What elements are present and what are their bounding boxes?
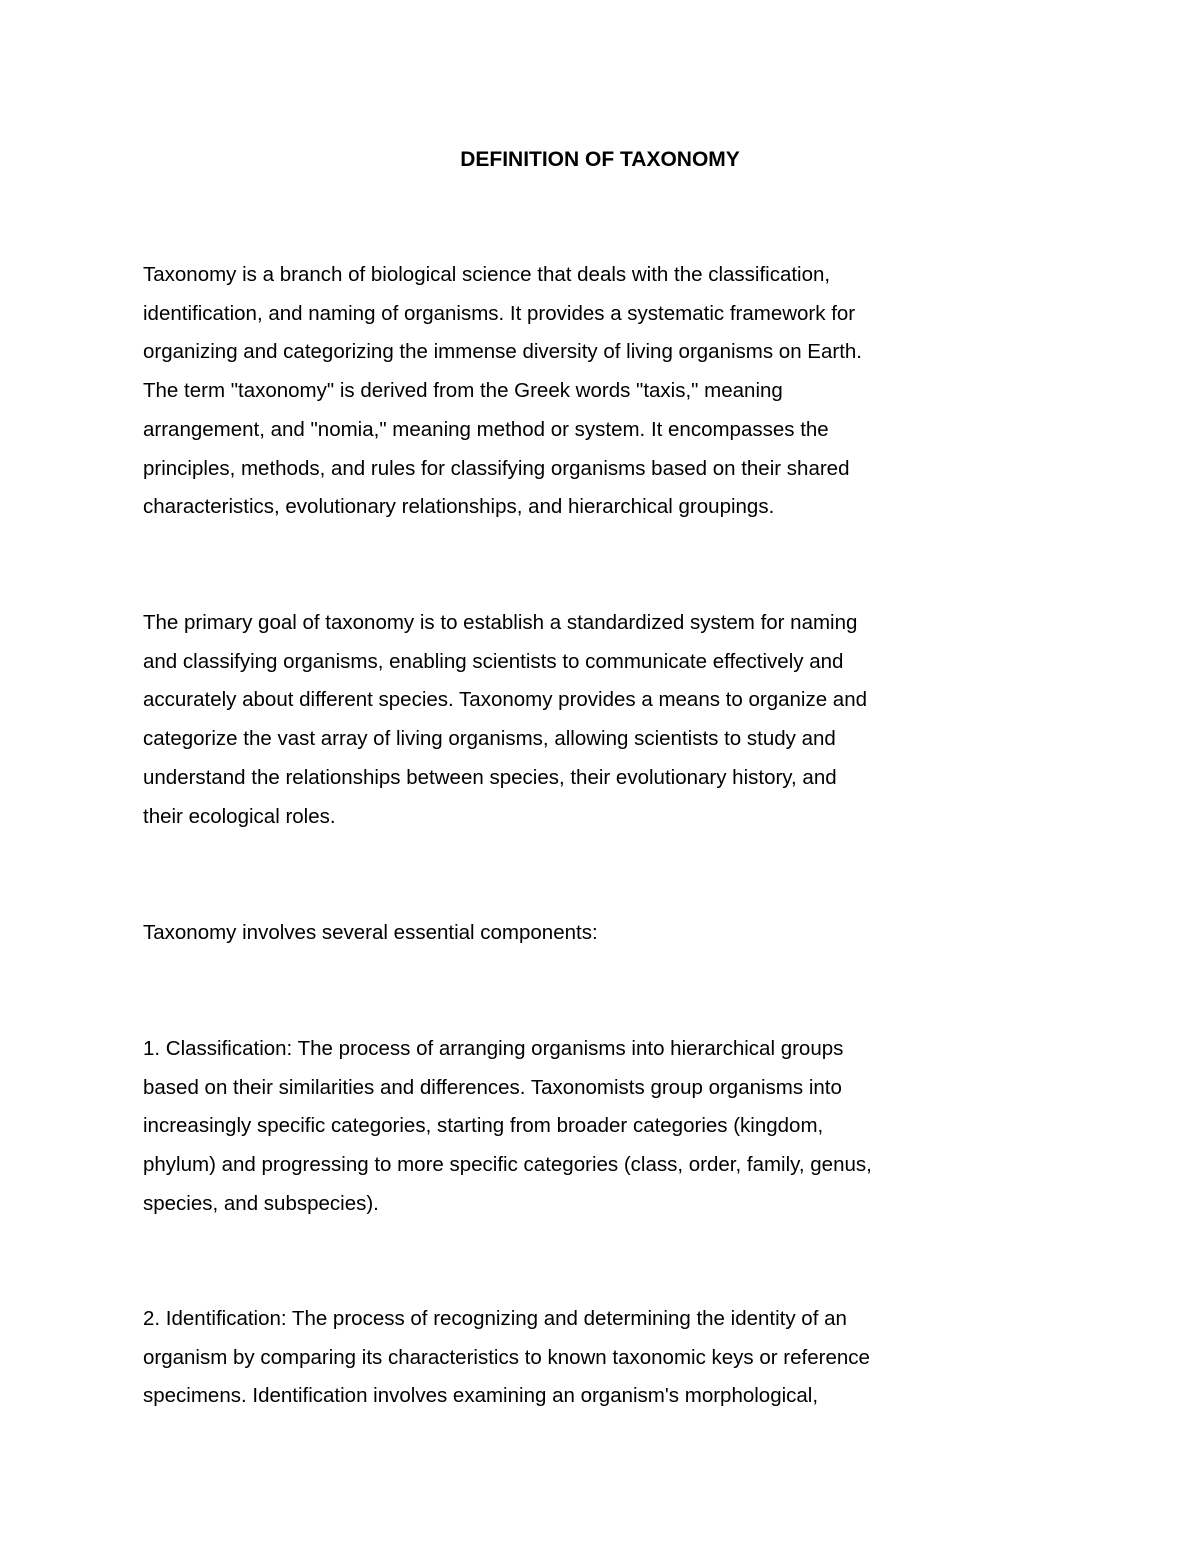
text-line: organism by comparing its characteristics to known taxonomic keys or reference [143,1345,870,1369]
paragraph-classification [143,1030,1043,1224]
text-line: accurately about different species. Taxonomy provides a means to organize and [143,688,868,712]
text-line: The primary goal of taxonomy is to establish a standardized system for naming [143,611,858,634]
paragraph-primary-goal [143,604,1043,836]
text-line: based on their similarities and differences. Taxonomists group organisms into [143,1075,842,1099]
text-line: and classifying organisms, enabling scientists to communicate effectively and [143,649,844,673]
paragraph-identification [143,1300,1043,1416]
text-line: increasingly specific categories, starting from broader categories (kingdom, [143,1114,824,1138]
text-line: understand the relationships between species, their evolutionary history, and [143,765,837,789]
text-line: species, and subspecies). [143,1191,379,1215]
text-line: their ecological roles. [143,804,336,828]
text-line: principles, methods, and rules for classifying organisms based on their shared [143,456,850,480]
text-line: Taxonomy is a branch of biological science that deals with the classification, [143,263,831,286]
text-line: Taxonomy involves several essential components: [143,921,598,944]
text-line: characteristics, evolutionary relationships, and hierarchical groupings. [143,495,775,519]
text-line: categorize the vast array of living organisms, allowing scientists to study and [143,727,836,751]
text-line: The term "taxonomy" is derived from the Greek words "taxis," meaning [143,379,783,403]
text-line: identification, and naming of organisms. It provides a systematic framework for [143,301,856,325]
paragraph-taxonomy-definition [143,256,1043,527]
text-line: 2. Identification: The process of recognizing and determining the identity of an [143,1307,847,1330]
text-line: 1. Classification: The process of arranging organisms into hierarchical groups [143,1037,844,1060]
paragraph-components-intro [143,914,1043,953]
text-line: phylum) and progressing to more specific categories (class, order, family, genus, [143,1153,872,1177]
text-line: arrangement, and "nomia," meaning method or system. It encompasses the [143,417,829,441]
text-line: specimens. Identification involves examining an organism's morphological, [143,1384,819,1408]
document-title: DEFINITION OF TAXONOMY [460,148,740,171]
text-line: organizing and categorizing the immense diversity of living organisms on Earth. [143,340,863,364]
